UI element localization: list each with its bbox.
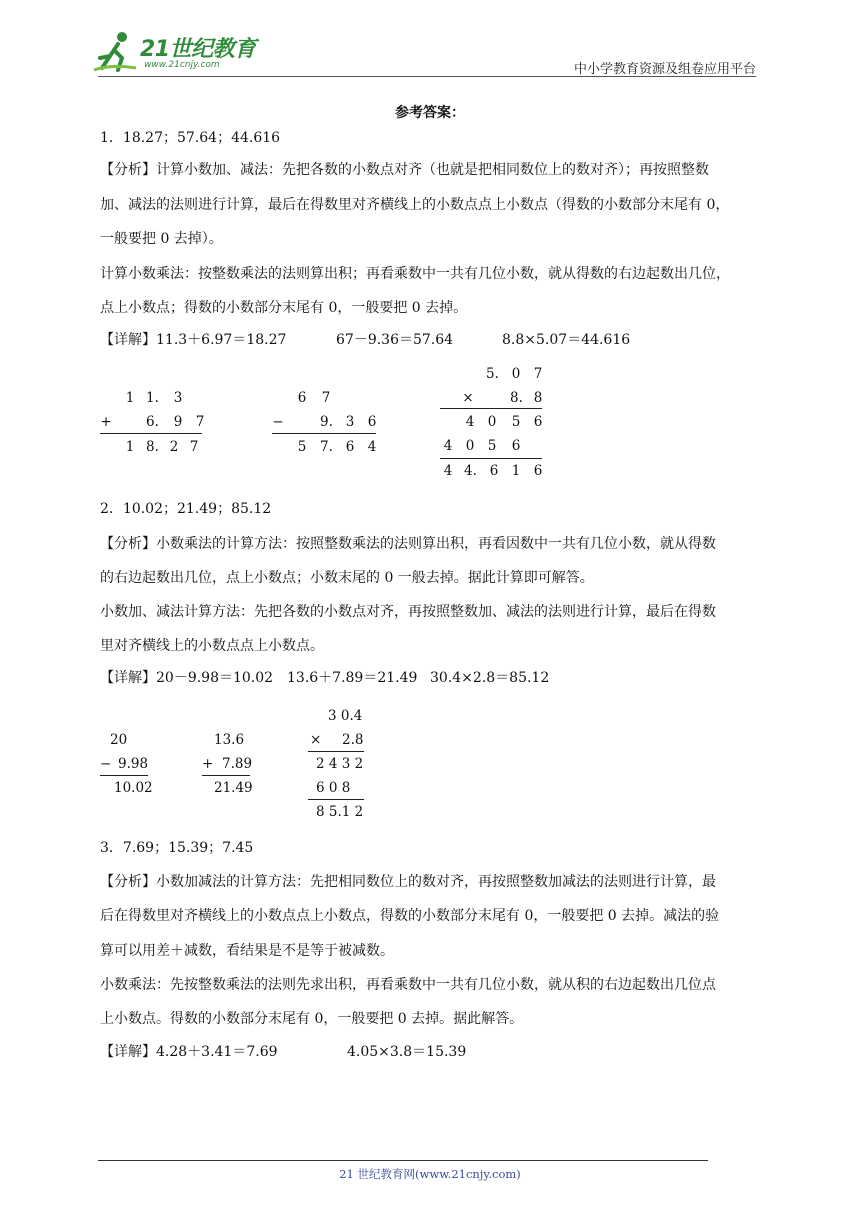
runner-logo-icon <box>92 30 138 74</box>
calc-line <box>100 775 148 776</box>
digit: 5 <box>297 439 307 455</box>
number: 3 0.4 <box>328 708 363 724</box>
q3-eq1: 4.28＋3.41＝7.69 <box>156 1044 278 1060</box>
digit: 4 <box>443 438 453 454</box>
operator: × <box>310 732 322 748</box>
q1-analysis-4: 计算小数乘法：按整数乘法的法则算出积；再看乘数中一共有几位小数，就从得数的右边起数出几位， <box>100 266 730 282</box>
detail-label: 【详解】 <box>100 1044 156 1060</box>
footer-link[interactable]: 21 世纪教育网(www.21cnjy.com) <box>339 1167 521 1181</box>
digit: 1 <box>125 390 135 406</box>
q1-analysis-5: 点上小数点；得数的小数部分末尾有 0，一般要把 0 去掉。 <box>100 300 468 316</box>
digit: 1. <box>146 390 159 406</box>
q1-analysis-1: 【分析】计算小数加、减法：先把各数的小数点对齐（也就是把相同数位上的数对齐）；再按照整数 <box>100 162 709 178</box>
operator: × <box>462 390 474 406</box>
number: 2 4 3 2 <box>316 756 364 772</box>
digit: 4. <box>464 463 477 479</box>
q1-analysis-3: 一般要把 0 去掉）。 <box>100 231 223 247</box>
digit: 9. <box>320 414 333 430</box>
number: 6 0 8 <box>316 780 351 796</box>
number: 20 <box>110 732 128 748</box>
q3-analysis-5: 上小数点。得数的小数部分末尾有 0，一般要把 0 去掉。据此解答。 <box>100 1011 524 1027</box>
operator: + <box>202 756 214 772</box>
digit: 6 <box>297 390 307 406</box>
digit: 8 <box>533 390 543 406</box>
q2-eq1: 20－9.98＝10.02 <box>156 670 274 686</box>
q2-eq2: 13.6＋7.89＝21.49 <box>287 670 418 686</box>
q3-analysis-1: 【分析】小数加减法的计算方法：先把相同数位上的数对齐，再按照整数加减法的法则进行计算，最 <box>100 874 716 890</box>
q3-eq2: 4.05×3.8＝15.39 <box>347 1044 467 1060</box>
platform-name: 中小学教育资源及组卷应用平台 <box>573 62 756 77</box>
site-logo[interactable] <box>92 30 262 78</box>
digit: 6. <box>146 414 159 430</box>
digit: 5 <box>511 414 521 430</box>
digit: 7 <box>321 390 331 406</box>
q1-analysis-2: 加、减法的法则进行计算，最后在得数里对齐横线上的小数点点上小数点（得数的小数部分末尾有 0， <box>100 197 730 213</box>
digit: 7. <box>320 439 333 455</box>
calc-line <box>308 751 364 752</box>
number: 13.6 <box>214 732 245 748</box>
q2-analysis-1: 【分析】小数乘法的计算方法：按照整数乘法的法则算出积，再看因数中一共有几位小数，就从得数 <box>100 536 716 552</box>
digit: 6 <box>533 414 543 430</box>
q1-answer: 1．18.27；57.64；44.616 <box>100 130 281 146</box>
number: 9.98 <box>118 756 149 772</box>
digit: 0 <box>465 438 475 454</box>
digit: 3 <box>345 414 355 430</box>
digit: 6 <box>345 439 355 455</box>
logo-text: 21世纪教育 <box>140 37 256 62</box>
q1-eq1: 11.3＋6.97＝18.27 <box>156 332 287 348</box>
digit: 7 <box>195 414 205 430</box>
digit: 6 <box>489 463 499 479</box>
digit: 8. <box>510 390 523 406</box>
calc-line <box>440 458 542 459</box>
digit: 6 <box>367 414 377 430</box>
operator: − <box>100 756 112 772</box>
calc-line <box>440 408 542 409</box>
q2-analysis-2: 的右边起数出几位，点上小数点；小数末尾的 0 一般去掉。据此计算即可解答。 <box>100 570 594 586</box>
q1-eq3: 8.8×5.07＝44.616 <box>502 332 631 348</box>
q2-analysis-3: 小数加、减法计算方法：先把各数的小数点对齐，再按照整数加、减法的法则进行计算，最后在得数 <box>100 604 716 620</box>
digit: 3 <box>173 390 183 406</box>
q3-detail <box>100 1038 760 1067</box>
calc-line <box>100 433 202 434</box>
q3-analysis-2: 后在得数里对齐横线上的小数点点上小数点，得数的小数部分末尾有 0，一般要把 0 去掉。减法的验 <box>100 908 720 924</box>
q2-eq3: 30.4×2.8＝85.12 <box>430 670 550 686</box>
q3-analysis-3: 算可以用差＋减数，看结果是不是等于被减数。 <box>100 943 394 959</box>
digit: 4 <box>367 439 377 455</box>
number: 2.8 <box>342 732 364 748</box>
q2-analysis-4: 里对齐横线上的小数点点上小数点。 <box>100 638 324 654</box>
digit: 4 <box>443 463 453 479</box>
calc-line <box>202 775 250 776</box>
digit: 9 <box>173 414 183 430</box>
calc-line <box>272 433 376 434</box>
number: 7.89 <box>222 756 253 772</box>
header-divider <box>98 76 756 77</box>
digit: 0 <box>511 366 521 382</box>
digit: 4 <box>465 414 475 430</box>
digit: 6 <box>511 438 521 454</box>
digit: 5. <box>486 366 499 382</box>
q3-answer: 3．7.69；15.39；7.45 <box>100 840 254 856</box>
q3-analysis-4: 小数乘法：先按整数乘法的法则先求出积，再看乘数中一共有几位小数，就从积的右边起数出几位点 <box>100 977 716 993</box>
logo-url: www.21cnjy.com <box>144 60 220 70</box>
digit: 1 <box>511 463 521 479</box>
digit: 7 <box>533 366 543 382</box>
number: 8 5.1 2 <box>316 804 364 820</box>
q2-detail <box>100 664 760 693</box>
digit: 2 <box>169 439 179 455</box>
q2-answer: 2．10.02；21.49；85.12 <box>100 501 272 517</box>
detail-label: 【详解】 <box>100 332 156 348</box>
q1-eq2: 67－9.36＝57.64 <box>336 332 454 348</box>
detail-label: 【详解】 <box>100 670 156 686</box>
operator: + <box>100 414 112 430</box>
number: 21.49 <box>214 780 253 796</box>
digit: 8. <box>146 439 159 455</box>
digit: 1 <box>125 439 135 455</box>
digit: 0 <box>487 414 497 430</box>
operator: − <box>272 414 284 430</box>
digit: 7 <box>189 439 199 455</box>
digit: 5 <box>487 438 497 454</box>
calc-line <box>308 799 364 800</box>
q1-detail <box>100 326 760 355</box>
digit: 6 <box>533 463 543 479</box>
footer-divider <box>98 1160 708 1161</box>
page-title: 参考答案： <box>395 105 465 121</box>
number: 10.02 <box>114 780 153 796</box>
